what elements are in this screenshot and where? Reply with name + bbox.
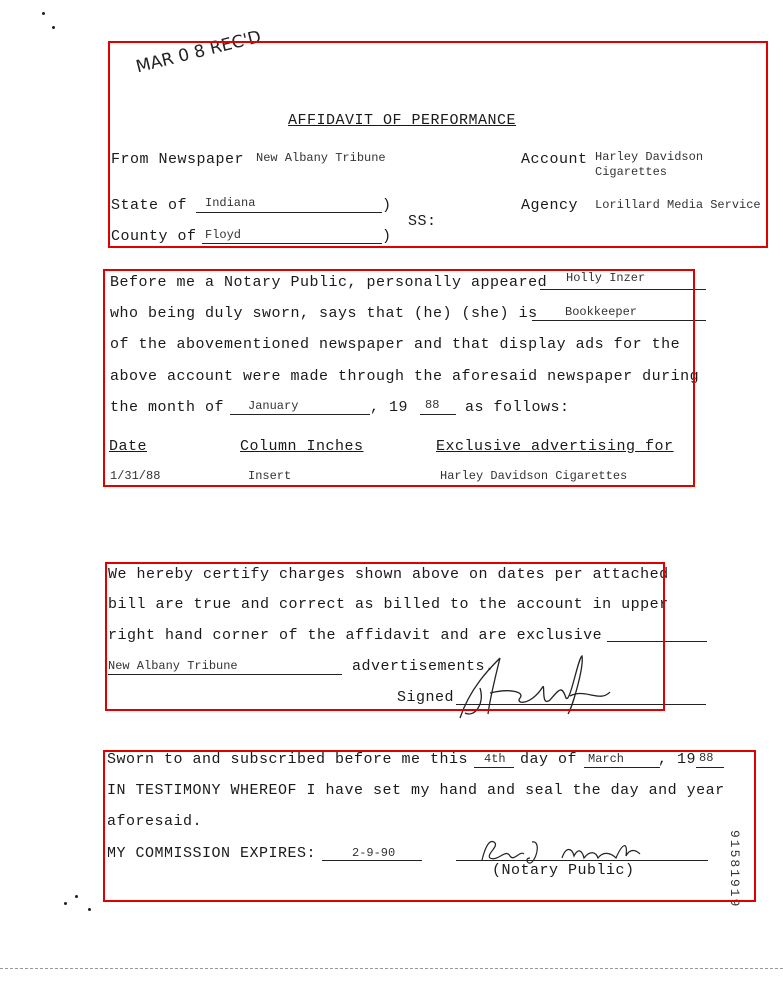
- sworn-day: 4th: [484, 752, 506, 766]
- body-line-2: who being duly sworn, says that (he) (she) is: [110, 305, 538, 322]
- annotation-box-header: [108, 41, 768, 248]
- account-value-line1: Harley Davidson: [595, 150, 704, 164]
- scan-speck: [52, 26, 55, 29]
- county-value: Floyd: [205, 228, 242, 242]
- annotation-box-certify: [105, 562, 665, 711]
- body-line-4: above account were made through the aforesaid newspaper during: [110, 368, 700, 385]
- annotation-box-body: [103, 269, 695, 487]
- row-exclusive: Harley Davidson Cigarettes: [440, 469, 628, 483]
- certify-line-2: bill are true and correct as billed to the account in upper: [108, 596, 669, 613]
- account-label: Account: [521, 151, 588, 168]
- signed-label: Signed: [397, 689, 455, 706]
- body-line-5b: as follows:: [465, 399, 570, 416]
- state-label: State of: [111, 197, 188, 214]
- sworn-line-1b: day of: [520, 751, 578, 768]
- newspaper-value: New Albany Tribune: [256, 151, 386, 165]
- body-line-5a: the month of: [110, 399, 225, 416]
- column-exclusive: Exclusive advertising for: [436, 438, 674, 455]
- appeared-name: Holly Inzer: [566, 271, 646, 285]
- year-prefix: , 19: [370, 399, 409, 416]
- agency-value: Lorillard Media Service: [595, 198, 761, 212]
- sworn-month: March: [588, 752, 625, 766]
- sworn-line-1a: Sworn to and subscribed before me this: [107, 751, 469, 768]
- expires-label: MY COMMISSION EXPIRES:: [107, 845, 317, 862]
- ss-label: SS:: [408, 213, 437, 230]
- bracket: ): [382, 197, 392, 214]
- scan-speck: [42, 12, 45, 15]
- from-newspaper-label: From Newspaper: [111, 151, 245, 168]
- received-stamp: MAR 0 8 REC'D: [134, 26, 264, 78]
- row-date: 1/31/88: [110, 469, 161, 483]
- column-date: Date: [109, 438, 148, 455]
- scan-speck: [64, 902, 67, 905]
- sworn-year: 88: [699, 751, 714, 765]
- county-label: County of: [111, 228, 197, 245]
- sworn-line-3: aforesaid.: [107, 813, 203, 830]
- scan-edge: [0, 968, 783, 969]
- notary-public-label: (Notary Public): [492, 862, 635, 879]
- body-line-3: of the abovementioned newspaper and that display ads for the: [110, 336, 681, 353]
- state-value: Indiana: [205, 196, 256, 210]
- scan-speck: [75, 895, 78, 898]
- bracket: ): [382, 228, 392, 245]
- agency-label: Agency: [521, 197, 579, 214]
- sworn-year-prefix: , 19: [658, 751, 697, 768]
- sworn-line-2: IN TESTIMONY WHEREOF I have set my hand and seal the day and year: [107, 782, 725, 799]
- advertisements-text: advertisements.: [352, 658, 495, 675]
- body-line-1: Before me a Notary Public, personally appeared: [110, 274, 548, 291]
- role-value: Bookkeeper: [565, 305, 638, 319]
- column-inches: Column Inches: [240, 438, 364, 455]
- scan-speck: [88, 908, 91, 911]
- certify-line-1: We hereby certify charges shown above on dates per attached: [108, 566, 669, 583]
- certify-line-3: right hand corner of the affidavit and are exclusive: [108, 627, 603, 644]
- account-value-line2: Cigarettes: [595, 165, 668, 179]
- year-value: 88: [425, 398, 440, 412]
- document-title: AFFIDAVIT OF PERFORMANCE: [288, 112, 517, 129]
- expires-value: 2-9-90: [352, 846, 396, 860]
- document-number: 91581919: [727, 830, 742, 909]
- month-value: January: [248, 399, 299, 413]
- row-inches: Insert: [248, 469, 292, 483]
- annotation-box-sworn: [103, 750, 756, 902]
- certify-newspaper: New Albany Tribune: [108, 659, 238, 673]
